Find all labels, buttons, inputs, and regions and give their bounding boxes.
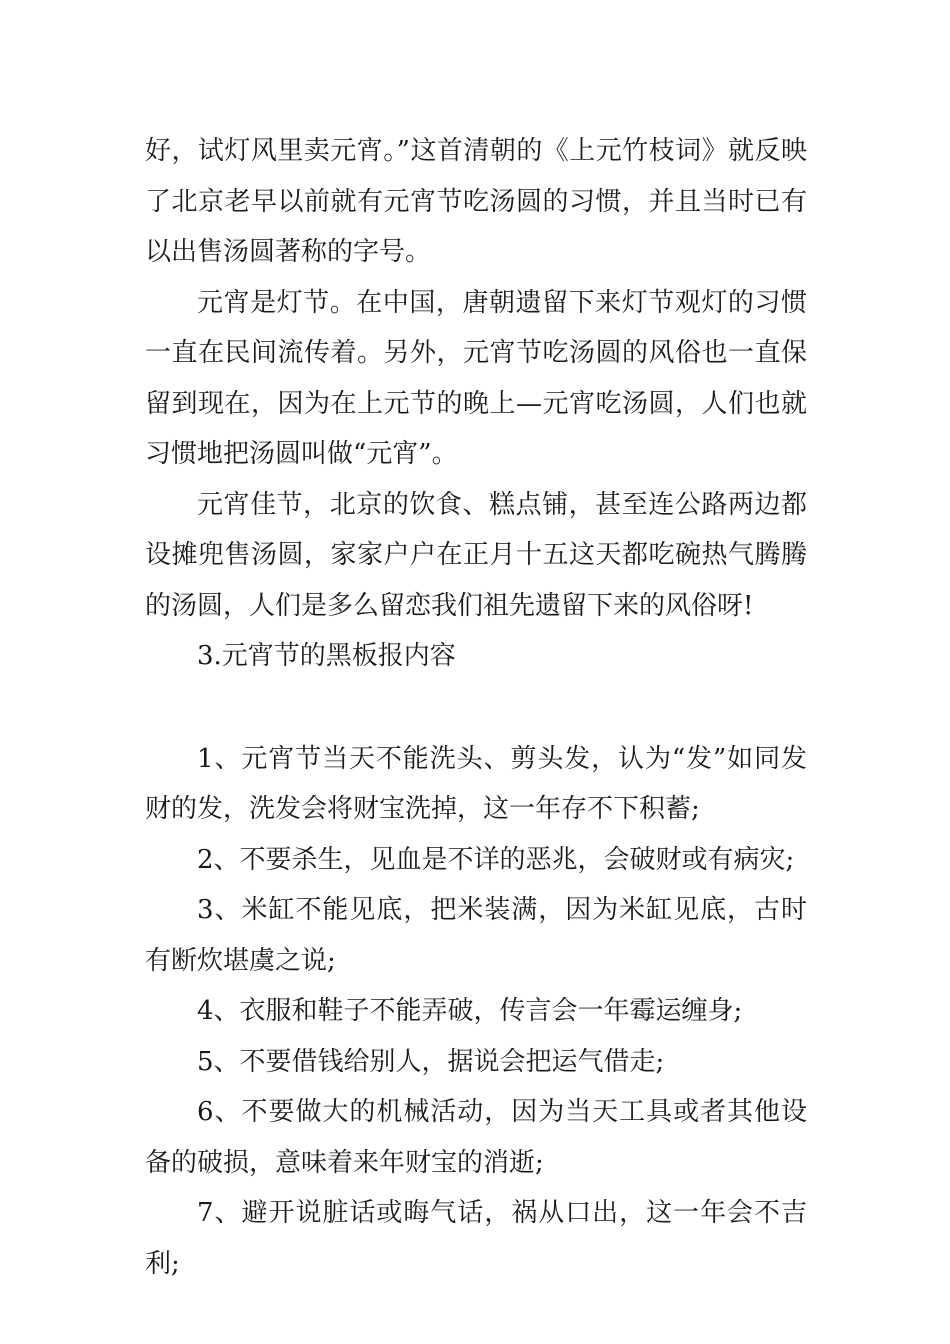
list-item-4: 4、衣服和鞋子不能弄破，传言会一年霉运缠身; — [197, 996, 743, 1026]
list-item-5: 5、不要借钱给别人，据说会把运气借走; — [197, 1046, 665, 1077]
list-item-2: 2、不要杀生，见血是不详的恶兆，会破财或有病灾; — [197, 844, 795, 875]
document-body — [145, 126, 807, 1289]
list-item-7: 7、避开说脏话或晦气话，祸从口出，这一年会不吉利; — [145, 1198, 807, 1279]
paragraph-3: 元宵佳节，北京的饮食、糕点铺，甚至连公路两边都设摊兜售汤圆，家家户户在正月十五这天都吃碗热气腾腾的汤圆，人们是多么留恋我们祖先遗留下来的风俗呀! — [145, 489, 807, 621]
paragraph-2: 元宵是灯节。在中国，唐朝遗留下来灯节观灯的习惯一直在民间流传着。另外，元宵节吃汤圆的风俗也一直保留到现在，因为在上元节的晚上—元宵吃汤圆，人们也就习惯地把汤圆叫做“元宵”。 — [145, 287, 807, 469]
list-item-1: 1、元宵节当天不能洗头、剪头发，认为“发”如同发财的发，洗发会将财宝洗掉，这一年存不下积蓄; — [145, 743, 807, 824]
section-heading: 3.元宵节的黑板报内容 — [197, 641, 456, 671]
list-item-3: 3、米缸不能见底，把米装满，因为米缸见底，古时有断炊堪虞之说; — [145, 895, 807, 976]
paragraph-1: 好，试灯风里卖元宵。”这首清朝的《上元竹枝词》就反映了北京老早以前就有元宵节吃汤圆的习惯，并且当时已有以出售汤圆著称的字号。 — [145, 136, 807, 267]
section-spacer — [145, 682, 807, 734]
list-item-6: 6、不要做大的机械活动，因为当天工具或者其他设备的破损，意味着来年财宝的消逝; — [145, 1097, 807, 1178]
